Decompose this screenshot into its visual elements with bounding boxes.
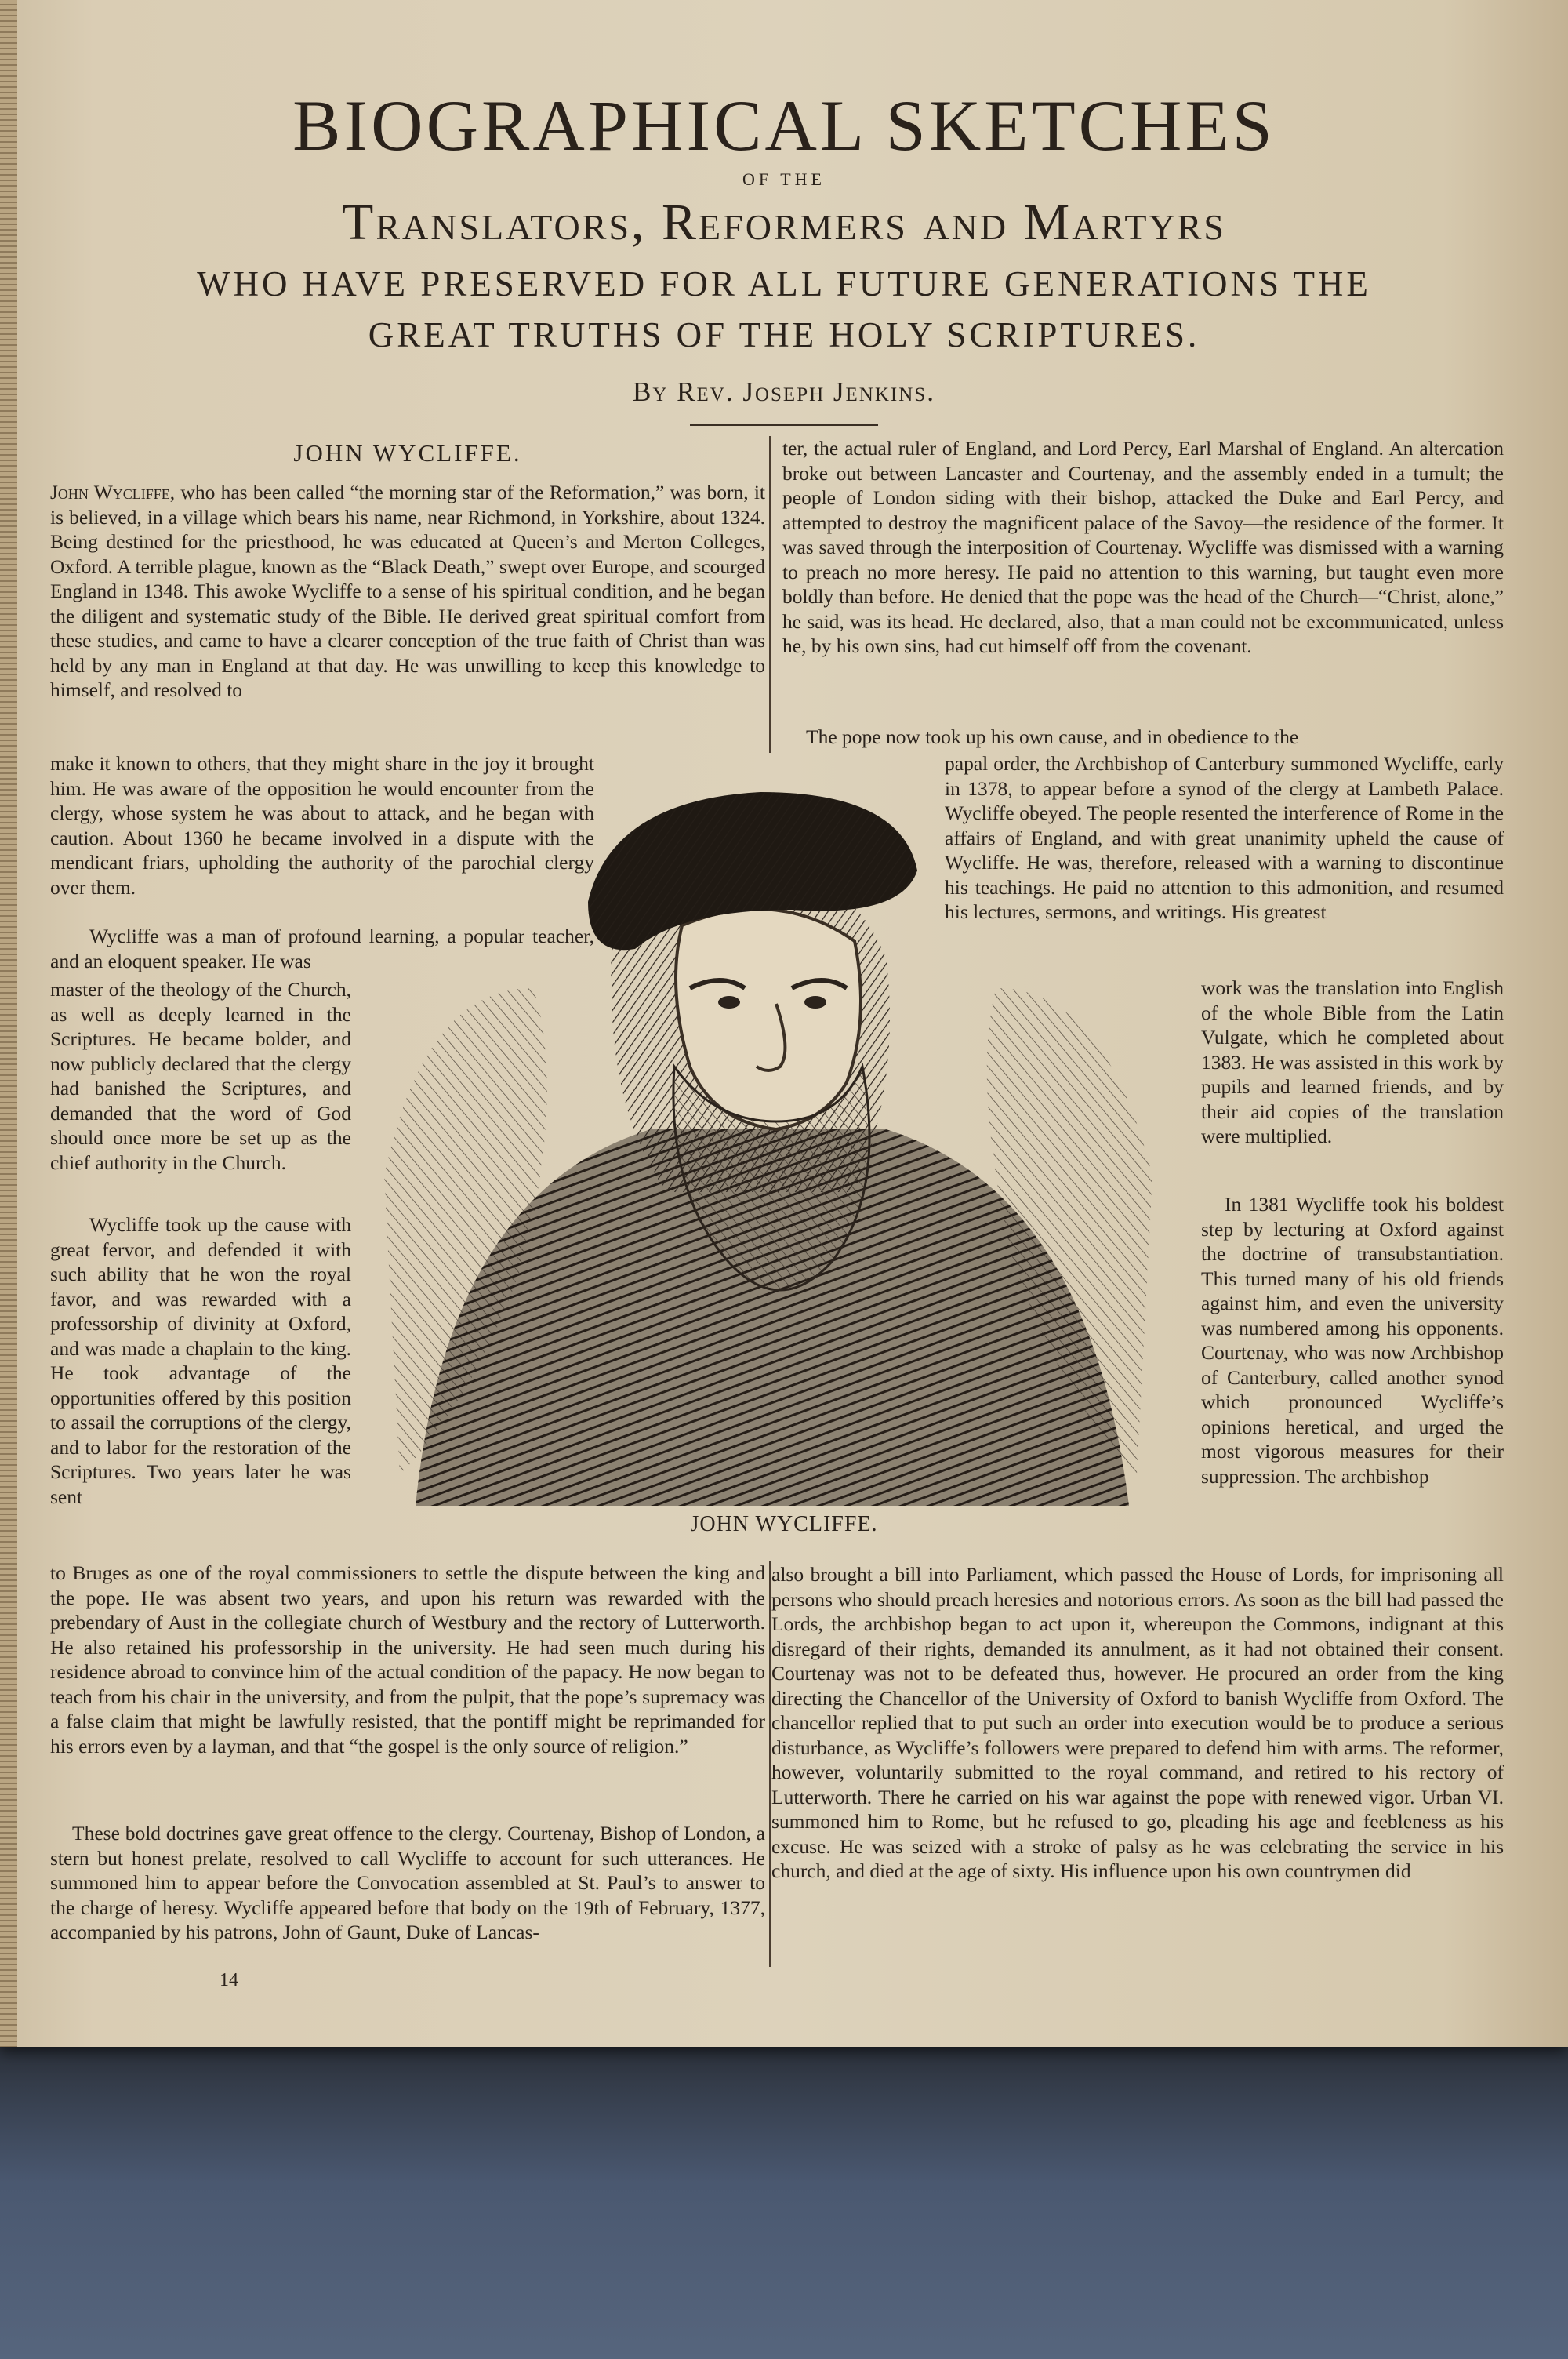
page-title: BIOGRAPHICAL SKETCHES (292, 85, 1276, 165)
lead-name: John Wycliffe (50, 481, 170, 503)
paragraph-convocation: These bold doctrines gave great offence to the clergy. Courtenay, Bishop of London, a stern but honest prelate, resolved to call Wycliffe to account for such utterances. He summoned him to appear before the Convocation assembled at St. Paul’s to answer to the charge of heresy. Wycliffe appeared before that body on the 19th of February, 1377, accompanied by his patrons, John of Gaunt, Duke of Lancas- (50, 1822, 765, 1943)
paragraph-intro (50, 480, 765, 751)
paragraph-royal-favor: Wycliffe took up the cause with great fervor, and defended it with such ability that he won the royal favor, and was rewarded with a professorship of divinity at Oxford, and was made a chaplain to the king. He took advantage of the opportunities offered by this position to assail the corruptions of the clergy, and to labor for the restoration of the Scriptures. Two years later he was sent (50, 1213, 351, 1508)
column-rule-bottom (769, 1561, 771, 1967)
paragraph-synod: papal order, the Archbishop of Canterbury summoned Wycliffe, early in 1378, to appear before a synod of the clergy at Lambeth Palace. Wycliffe obeyed. The people resented the interference of Rome in the affairs of England, and with great unanimity upheld the cause of Wycliffe. He was, therefore, released with a warning to discontinue his teachings. He paid no attention to this admonition, and resumed his lectures, sermons, and writings. His greatest (945, 752, 1504, 923)
paragraph-translation: work was the translation into English of the whole Bible from the Latin Vulgate, which he completed about 1383. He was assisted in this work by pupils and learned friends, and by their aid copies of the translation were multiplied. (1201, 976, 1504, 1147)
paragraph-learning-continued: master of the theology of the Church, as well as deeply learned in the Scriptures. He became bolder, and now publicly declared that the clergy had banished the Scriptures, and demanded that the word of God should once more be set up as the chief authority in the Church. (50, 978, 351, 1174)
title-rule (690, 424, 878, 426)
page-edge (0, 0, 17, 2047)
paragraph-transubstantiation: In 1381 Wycliffe took his boldest step by lecturing at Oxford against the doctrine of transubstantiation. This turned many of his old friends against him, and even the university was numbered among his opponents. Courtenay, who was now Archbishop of Canterbury, called another synod which pronounced Wycliffe’s opinions heretical, and urged the most vigorous measures for their suppression. The archbishop (1201, 1193, 1504, 1488)
title-subject: Translators, Reformers and Martyrs (342, 194, 1226, 251)
portrait-caption: JOHN WYCLIFFE. (690, 1512, 878, 1536)
tagline-line-1: WHO HAVE PRESERVED FOR ALL FUTURE GENERATIONS THE (197, 264, 1371, 304)
column-rule-top (769, 436, 771, 753)
article-heading: JOHN WYCLIFFE. (293, 439, 522, 467)
paragraph-bruges: to Bruges as one of the royal commissioners to settle the dispute between the king and the pope. He was absent two years, and upon his return was rewarded with the prebendary of Aust in the collegiate church of Westbury and the rectory of Lutterworth. He also retained his professorship in the university. He had seen much during his residence abroad to convince him of the actual condition of the papacy. He now began to teach from his chair in the university, and from the pulpit, that the pope’s supremacy was a false claim that might be lawfully resisted, that the pontiff might be reprimanded for his errors even by a layman, and that “the gospel is the only source of religion.” (50, 1561, 765, 1757)
tagline-line-2: GREAT TRUTHS OF THE HOLY SCRIPTURES. (368, 315, 1200, 354)
byline: By Rev. Joseph Jenkins. (633, 376, 935, 407)
desk-background (0, 2039, 1568, 2359)
paragraph-intro-continued: make it known to others, that they might share in the joy it brought him. He was aware of the opposition he would encounter from the clergy, whose system he was about to attack, and he began with caution. About 1360 he became involved in a dispute with the mendicant friars, upholding the authority of the parochial clergy over them. (50, 752, 594, 899)
paragraph-altercation: ter, the actual ruler of England, and Lord Percy, Earl Marshal of England. An altercation broke out between Lancaster and Courtenay, and the assembly ended in a tumult; the people of London siding with their bishop, attacked the Duke and Earl Percy, and attempted to destroy the magnificent palace of the Savoy—the residence of the former. It was saved through the interposition of Courtenay. Wycliffe was dismissed with a warning to preach no more heresy. He paid no attention to this warning, but taught even more boldly than before. He denied that the pope was the head of the Church—“Christ, alone,” he said, was its head. He declared, also, that a man could not be excommunicated, unless he, by his own sins, had cut himself off from the covenant. (782, 437, 1504, 657)
page-number: 14 (220, 1970, 238, 1990)
paragraph-parliament: also brought a bill into Parliament, which passed the House of Lords, for imprisoning all persons who should preach heresies and notorious errors. As soon as the bill had passed the Lords, the archbishop began to act upon it, whereupon the Commons, indignant at this disregard of their rights, demanded its annulment, as it had not obtained their consent. Courtenay was not to be defeated thus, however. He procured an order from the king directing the Chancellor of the University of Oxford to banish Wycliffe from Oxford. The chancellor replied that to put such an order into execution would be to produce a serious disturbance, as Wycliffe’s followers were prepared to defend him with arms. The reformer, however, voluntarily submitted to the royal command, and retired to his rectory of Lutterworth. There he carried on his war against the pope with renewed vigor. Urban VI. summoned him to Rome, but he refused to go, pleading his age and feebleness as his excuse. He was seized with a stroke of palsy as he was celebrating the service in his church, and died at the age of sixty. His influence upon his own countrymen did (771, 1563, 1504, 1882)
paragraph-learning: Wycliffe was a man of profound learning, a popular teacher, and an eloquent speaker. He was (50, 925, 594, 972)
paragraph-synod-first-line: The pope now took up his own cause, and in obedience to the (806, 725, 1299, 748)
title-connector: OF THE (742, 169, 826, 189)
wycliffe-portrait-engraving (353, 753, 1184, 1510)
paragraph-intro-text: , who has been called “the morning star of the Reformation,” was born, it is believed, in a village which bears his name, near Richmond, in Yorkshire, about 1324. Being destined for the priesthood, he was educated at Queen’s and Merton Colleges, Oxford. A terrible plague, known as the “Black Death,” swept over Europe, and scourged England in 1348. This awoke Wycliffe to a sense of his spiritual condition, and he began the diligent and systematic study of the Bible. He derived great spiritual comfort from these studies, and came to have a clearer conception of the true faith of Christ than was held by any man in England at that day. He was unwilling to keep this knowledge to himself, and resolved to (50, 481, 765, 701)
